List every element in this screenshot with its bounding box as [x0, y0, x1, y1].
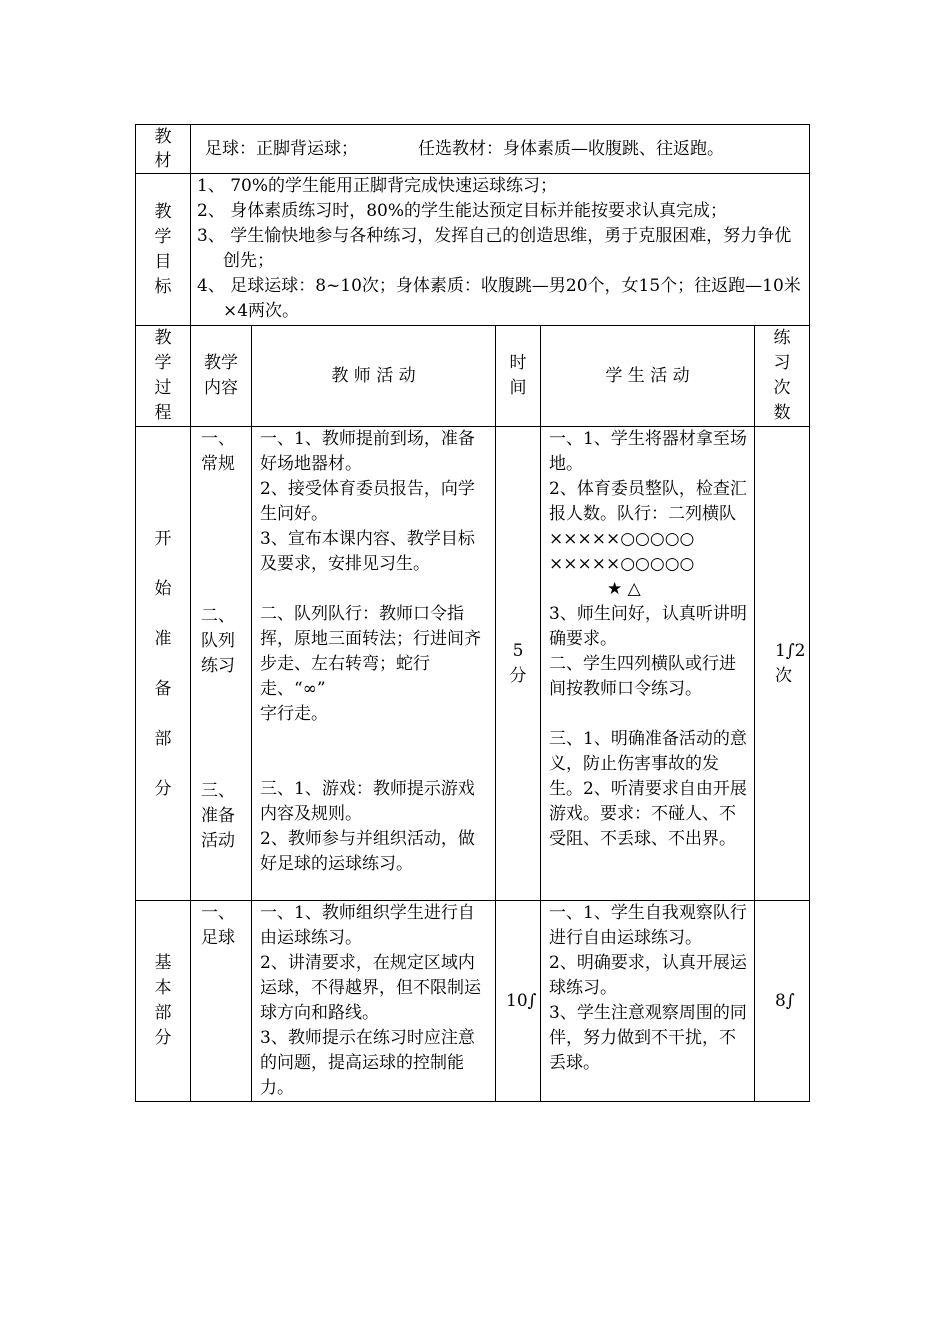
teacher-activity-basic [252, 901, 496, 1102]
teacher-item: 2、教师参与并组织活动，做好足球的运球练习。 [260, 829, 475, 874]
teacher-activity-start [252, 427, 496, 901]
section-content-start [191, 427, 252, 901]
teacher-item: 3、宣布本课内容、教学目标及要求，安排见习生。 [260, 529, 475, 574]
objectives-row [136, 174, 810, 326]
content-item: 一、足球 [201, 903, 235, 948]
content-item: 一、常规 [201, 429, 235, 474]
time-header: 时间 [496, 326, 541, 427]
practice-count-start: 1∫2次 [755, 427, 810, 901]
teacher-activity-header: 教 师 活 动 [252, 326, 496, 427]
section-name-start: 开始准备部分 [136, 427, 191, 901]
basic-section-row [136, 901, 810, 1102]
teacher-item: 2、接受体育委员报告，向学生问好。 [260, 479, 475, 524]
content-item: 二、队列练习 [201, 606, 235, 676]
student-item: 2、体育委员整队，检查汇报人数。队行：二列横队 [549, 479, 747, 524]
section-content-basic [191, 901, 252, 1102]
practice-count-header: 练习次数 [755, 326, 810, 427]
time-basic: 10∫ [496, 901, 541, 1102]
objective-item: 2、 身体素质练习时，80%的学生能达预定目标并能按要求认真完成； [197, 201, 728, 221]
practice-count-basic: 8∫ [755, 901, 810, 1102]
material-content [191, 125, 810, 174]
objectives-label: 教学目标 [136, 174, 191, 326]
teacher-item: 二、队列队行：教师口令指挥，原地三面转法；行进间齐步走、左右转弯；蛇行走、“∞” [260, 604, 481, 699]
lesson-plan-table [135, 124, 810, 1102]
start-section-row [136, 427, 810, 901]
teacher-item: 3、教师提示在练习时应注意的问题，提高运球的控制能力。 [260, 1028, 475, 1098]
teacher-item: 字行走。 [260, 704, 328, 724]
student-item: 3、师生问好，认真听讲明确要求。 [549, 604, 747, 649]
student-item: 一、1、学生自我观察队行进行自由运球练习。 [549, 903, 747, 948]
section-name-basic: 基本部分 [136, 901, 191, 1102]
material-row [136, 125, 810, 174]
formation-row-2: ×××××○○○○○ [549, 554, 695, 574]
optional-material: 任选教材：身体素质—收腹跳、往返跑。 [418, 138, 724, 159]
material-label: 教材 [136, 125, 191, 174]
student-item: 三、1、明确准备活动的意义，防止伤害事故的发生。2、听清要求自由开展游戏。要求：不碰人、不受阻、不丢球、不出界。 [549, 729, 747, 849]
objectives-list [191, 174, 810, 326]
formation-markers: ★ △ [607, 579, 641, 599]
objective-item: 3、 学生愉快地参与各种练习，发挥自己的创造思维，勇于克服困难，努力争优创先； [197, 226, 792, 271]
teacher-item: 三、1、游戏：教师提示游戏内容及规则。 [260, 779, 475, 824]
teacher-item: 2、讲清要求，在规定区域内运球，不得越界，但不限制运球方向和路线。 [260, 953, 481, 1023]
teacher-item: 一、1、教师提前到场，准备好场地器材。 [260, 429, 475, 474]
student-activity-start [541, 427, 755, 901]
student-item: 二、学生四列横队或行进间按教师口令练习。 [549, 654, 736, 699]
student-item: 2、明确要求，认真开展运球练习。 [549, 953, 747, 998]
content-item: 三、准备活动 [201, 781, 235, 851]
formation-row-1: ×××××○○○○○ [549, 529, 695, 549]
objective-item: 4、 足球运球：8~10次；身体素质：收腹跳—男20个，女15个；往返跑—10米×4两次。 [197, 276, 801, 321]
main-material: 足球：正脚背运球； [205, 138, 358, 159]
student-activity-header: 学 生 活 动 [541, 326, 755, 427]
process-header-row [136, 326, 810, 427]
content-header: 教学内容 [191, 326, 252, 427]
student-activity-basic [541, 901, 755, 1102]
process-label: 教学过程 [136, 326, 191, 427]
time-start: 5分 [496, 427, 541, 901]
student-item: 3、学生注意观察周围的同伴，努力做到不干扰，不丢球。 [549, 1003, 747, 1073]
objective-item: 1、 70%的学生能用正脚背完成快速运球练习； [197, 176, 558, 196]
student-item: 一、1、学生将器材拿至场地。 [549, 429, 747, 474]
teacher-item: 一、1、教师组织学生进行自由运球练习。 [260, 903, 475, 948]
